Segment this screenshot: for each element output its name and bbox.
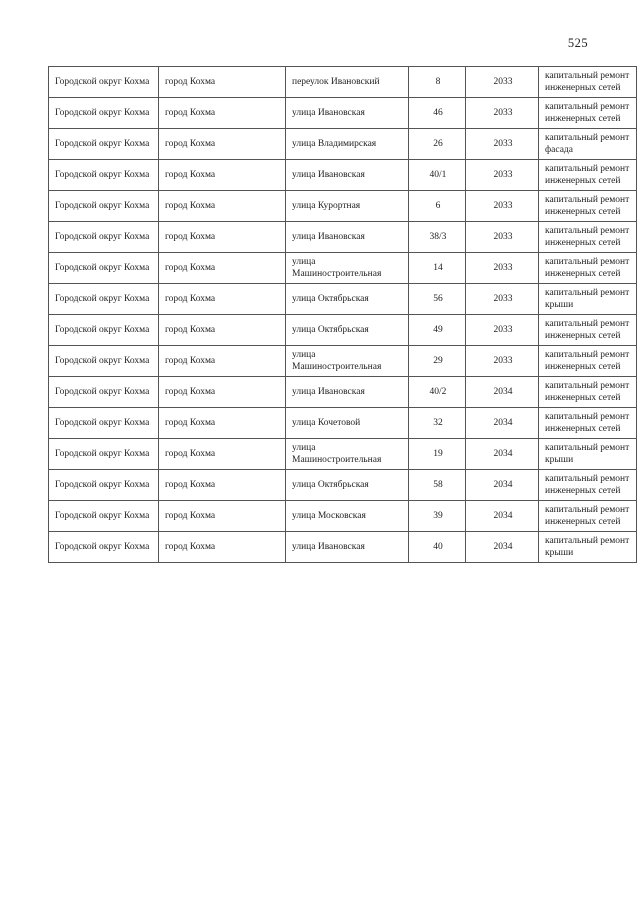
cell-work-type: капитальный ремонт инженерных сетей	[539, 346, 637, 377]
cell-district: Городской округ Кохма	[49, 532, 159, 563]
cell-work-type: капитальный ремонт инженерных сетей	[539, 408, 637, 439]
cell-street: улица Машиностроительная	[286, 253, 409, 284]
cell-district: Городской округ Кохма	[49, 191, 159, 222]
table-row	[49, 532, 637, 563]
cell-city: город Кохма	[159, 377, 286, 408]
cell-street: улица Машиностроительная	[286, 439, 409, 470]
table-row	[49, 501, 637, 532]
table-row	[49, 253, 637, 284]
cell-house-number: 38/3	[409, 222, 466, 253]
table-row	[49, 284, 637, 315]
cell-house-number: 29	[409, 346, 466, 377]
cell-house-number: 40	[409, 532, 466, 563]
cell-work-type: капитальный ремонт инженерных сетей	[539, 160, 637, 191]
cell-work-type: капитальный ремонт инженерных сетей	[539, 501, 637, 532]
cell-work-type: капитальный ремонт инженерных сетей	[539, 98, 637, 129]
cell-year: 2033	[466, 253, 539, 284]
cell-year: 2034	[466, 470, 539, 501]
cell-street: переулок Ивановский	[286, 67, 409, 98]
cell-year: 2033	[466, 191, 539, 222]
cell-street: улица Московская	[286, 501, 409, 532]
cell-district: Городской округ Кохма	[49, 253, 159, 284]
cell-year: 2034	[466, 408, 539, 439]
table-row	[49, 191, 637, 222]
cell-district: Городской округ Кохма	[49, 98, 159, 129]
cell-city: город Кохма	[159, 191, 286, 222]
cell-city: город Кохма	[159, 253, 286, 284]
cell-city: город Кохма	[159, 67, 286, 98]
cell-street: улица Ивановская	[286, 98, 409, 129]
cell-city: город Кохма	[159, 470, 286, 501]
cell-city: город Кохма	[159, 408, 286, 439]
cell-house-number: 14	[409, 253, 466, 284]
table-row	[49, 346, 637, 377]
table-row	[49, 315, 637, 346]
cell-year: 2033	[466, 98, 539, 129]
table-row	[49, 377, 637, 408]
cell-city: город Кохма	[159, 315, 286, 346]
cell-year: 2033	[466, 284, 539, 315]
cell-year: 2033	[466, 222, 539, 253]
cell-year: 2034	[466, 501, 539, 532]
cell-year: 2034	[466, 532, 539, 563]
cell-house-number: 6	[409, 191, 466, 222]
cell-district: Городской округ Кохма	[49, 160, 159, 191]
table-row	[49, 160, 637, 191]
page-number: 525	[567, 36, 589, 50]
cell-house-number: 39	[409, 501, 466, 532]
cell-city: город Кохма	[159, 501, 286, 532]
table-body	[49, 67, 637, 563]
cell-city: город Кохма	[159, 284, 286, 315]
cell-street: улица Октябрьская	[286, 470, 409, 501]
cell-district: Городской округ Кохма	[49, 284, 159, 315]
cell-city: город Кохма	[159, 532, 286, 563]
cell-house-number: 58	[409, 470, 466, 501]
cell-district: Городской округ Кохма	[49, 470, 159, 501]
cell-work-type: капитальный ремонт крыши	[539, 532, 637, 563]
cell-district: Городской округ Кохма	[49, 67, 159, 98]
cell-year: 2033	[466, 129, 539, 160]
cell-year: 2033	[466, 160, 539, 191]
cell-house-number: 56	[409, 284, 466, 315]
cell-year: 2033	[466, 346, 539, 377]
cell-district: Городской округ Кохма	[49, 315, 159, 346]
cell-house-number: 40/2	[409, 377, 466, 408]
cell-district: Городской округ Кохма	[49, 501, 159, 532]
cell-street: улица Октябрьская	[286, 315, 409, 346]
cell-work-type: капитальный ремонт инженерных сетей	[539, 222, 637, 253]
cell-work-type: капитальный ремонт крыши	[539, 439, 637, 470]
cell-year: 2033	[466, 67, 539, 98]
cell-district: Городской округ Кохма	[49, 346, 159, 377]
cell-district: Городской округ Кохма	[49, 222, 159, 253]
cell-district: Городской округ Кохма	[49, 439, 159, 470]
cell-street: улица Ивановская	[286, 160, 409, 191]
cell-house-number: 46	[409, 98, 466, 129]
cell-city: город Кохма	[159, 222, 286, 253]
cell-house-number: 19	[409, 439, 466, 470]
cell-city: город Кохма	[159, 98, 286, 129]
cell-work-type: капитальный ремонт инженерных сетей	[539, 377, 637, 408]
cell-street: улица Ивановская	[286, 222, 409, 253]
cell-street: улица Октябрьская	[286, 284, 409, 315]
cell-street: улица Курортная	[286, 191, 409, 222]
table-row	[49, 129, 637, 160]
table-row	[49, 470, 637, 501]
cell-street: улица Машиностроительная	[286, 346, 409, 377]
cell-street: улица Владимирская	[286, 129, 409, 160]
cell-work-type: капитальный ремонт инженерных сетей	[539, 315, 637, 346]
table-row	[49, 408, 637, 439]
cell-work-type: капитальный ремонт инженерных сетей	[539, 67, 637, 98]
cell-house-number: 26	[409, 129, 466, 160]
cell-city: город Кохма	[159, 439, 286, 470]
cell-street: улица Ивановская	[286, 377, 409, 408]
cell-city: город Кохма	[159, 129, 286, 160]
cell-district: Городской округ Кохма	[49, 408, 159, 439]
cell-city: город Кохма	[159, 346, 286, 377]
cell-house-number: 32	[409, 408, 466, 439]
repair-schedule-table	[48, 66, 637, 563]
cell-work-type: капитальный ремонт инженерных сетей	[539, 253, 637, 284]
cell-year: 2034	[466, 377, 539, 408]
cell-year: 2033	[466, 315, 539, 346]
cell-district: Городской округ Кохма	[49, 129, 159, 160]
cell-street: улица Ивановская	[286, 532, 409, 563]
table-row	[49, 98, 637, 129]
cell-work-type: капитальный ремонт крыши	[539, 284, 637, 315]
cell-house-number: 40/1	[409, 160, 466, 191]
cell-city: город Кохма	[159, 160, 286, 191]
cell-work-type: капитальный ремонт фасада	[539, 129, 637, 160]
cell-house-number: 8	[409, 67, 466, 98]
table-row	[49, 222, 637, 253]
cell-work-type: капитальный ремонт инженерных сетей	[539, 191, 637, 222]
table-row	[49, 67, 637, 98]
cell-year: 2034	[466, 439, 539, 470]
table-row	[49, 439, 637, 470]
cell-work-type: капитальный ремонт инженерных сетей	[539, 470, 637, 501]
cell-house-number: 49	[409, 315, 466, 346]
cell-district: Городской округ Кохма	[49, 377, 159, 408]
cell-street: улица Кочетовой	[286, 408, 409, 439]
